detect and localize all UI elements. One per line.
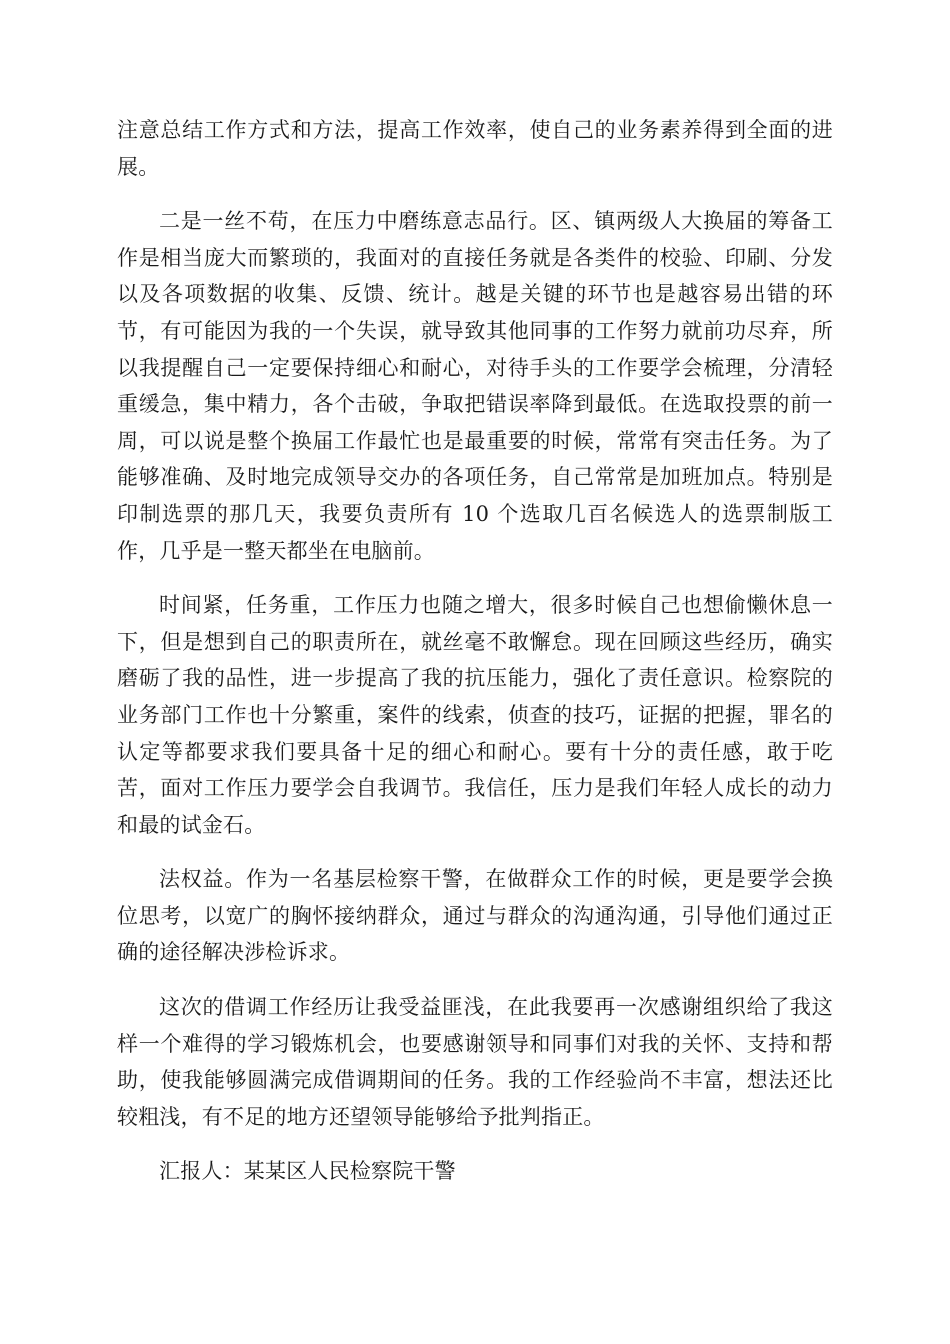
document-body [117,112,833,1208]
paragraph-gratitude: 这次的借调工作经历让我受益匪浅，在此我要再一次感谢组织给了我这样一个难得的学习锻炼机会，也要感谢领导和同事们对我的关怀、支持和帮助，使我能够圆满完成借调期间的任务。我的工作经验尚不丰富，想法还比较粗浅，有不足的地方还望领导能够给予批判指正。 [117,995,833,1129]
paragraph-work-pressure: 时间紧，任务重，工作压力也随之增大，很多时候自己也想偷懒休息一下，但是想到自己的职责所在，就丝毫不敢懈怠。现在回顾这些经历，确实磨砺了我的品性，进一步提高了我的抗压能力，强化了责任意识。检察院的业务部门工作也十分繁重，案件的线索，侦查的技巧，证据的把握，罪名的认定等都要求我们要具备十足的细心和耐心。要有十分的责任感，敢于吃苦，面对工作压力要学会自我调节。我信任，压力是我们年轻人成长的动力和最的试金石。 [117,593,833,837]
reporter-signature: 汇报人：某某区人民检察院干警 [159,1159,456,1184]
paragraph-legal-rights: 法权益。作为一名基层检察干警，在做群众工作的时候，更是要学会换位思考，以宽广的胸怀接纳群众，通过与群众的沟通沟通，引导他们通过正确的途径解决涉检诉求。 [117,867,833,965]
paragraph-continuation: 注意总结工作方式和方法，提高工作效率，使自己的业务素养得到全面的进展。 [117,118,833,179]
paragraph-meticulous-work: 二是一丝不苟，在压力中磨练意志品行。区、镇两级人大换届的筹备工作是相当庞大而繁琐的，我面对的直接任务就是各类件的校验、印刷、分发以及各项数据的收集、反馈、统计。越是关键的环节也是越容易出错的环节，有可能因为我的一个失误，就导致其他同事的工作努力就前功尽弃，所以我提醒自己一定要保持细心和耐心，对待手头的工作要学会梳理，分清轻重缓急，集中精力，各个击破，争取把错误率降到最低。在选取投票的前一周，可以说是整个换届工作最忙也是最重要的时候，常常有突击任务。为了能够准确、及时地完成领导交办的各项任务，自己常常是加班加点。特别是印制选票的那几天，我要负责所有 10 个选取几百名候选人的选票制版工作，几乎是一整天都坐在电脑前。 [117,209,833,563]
